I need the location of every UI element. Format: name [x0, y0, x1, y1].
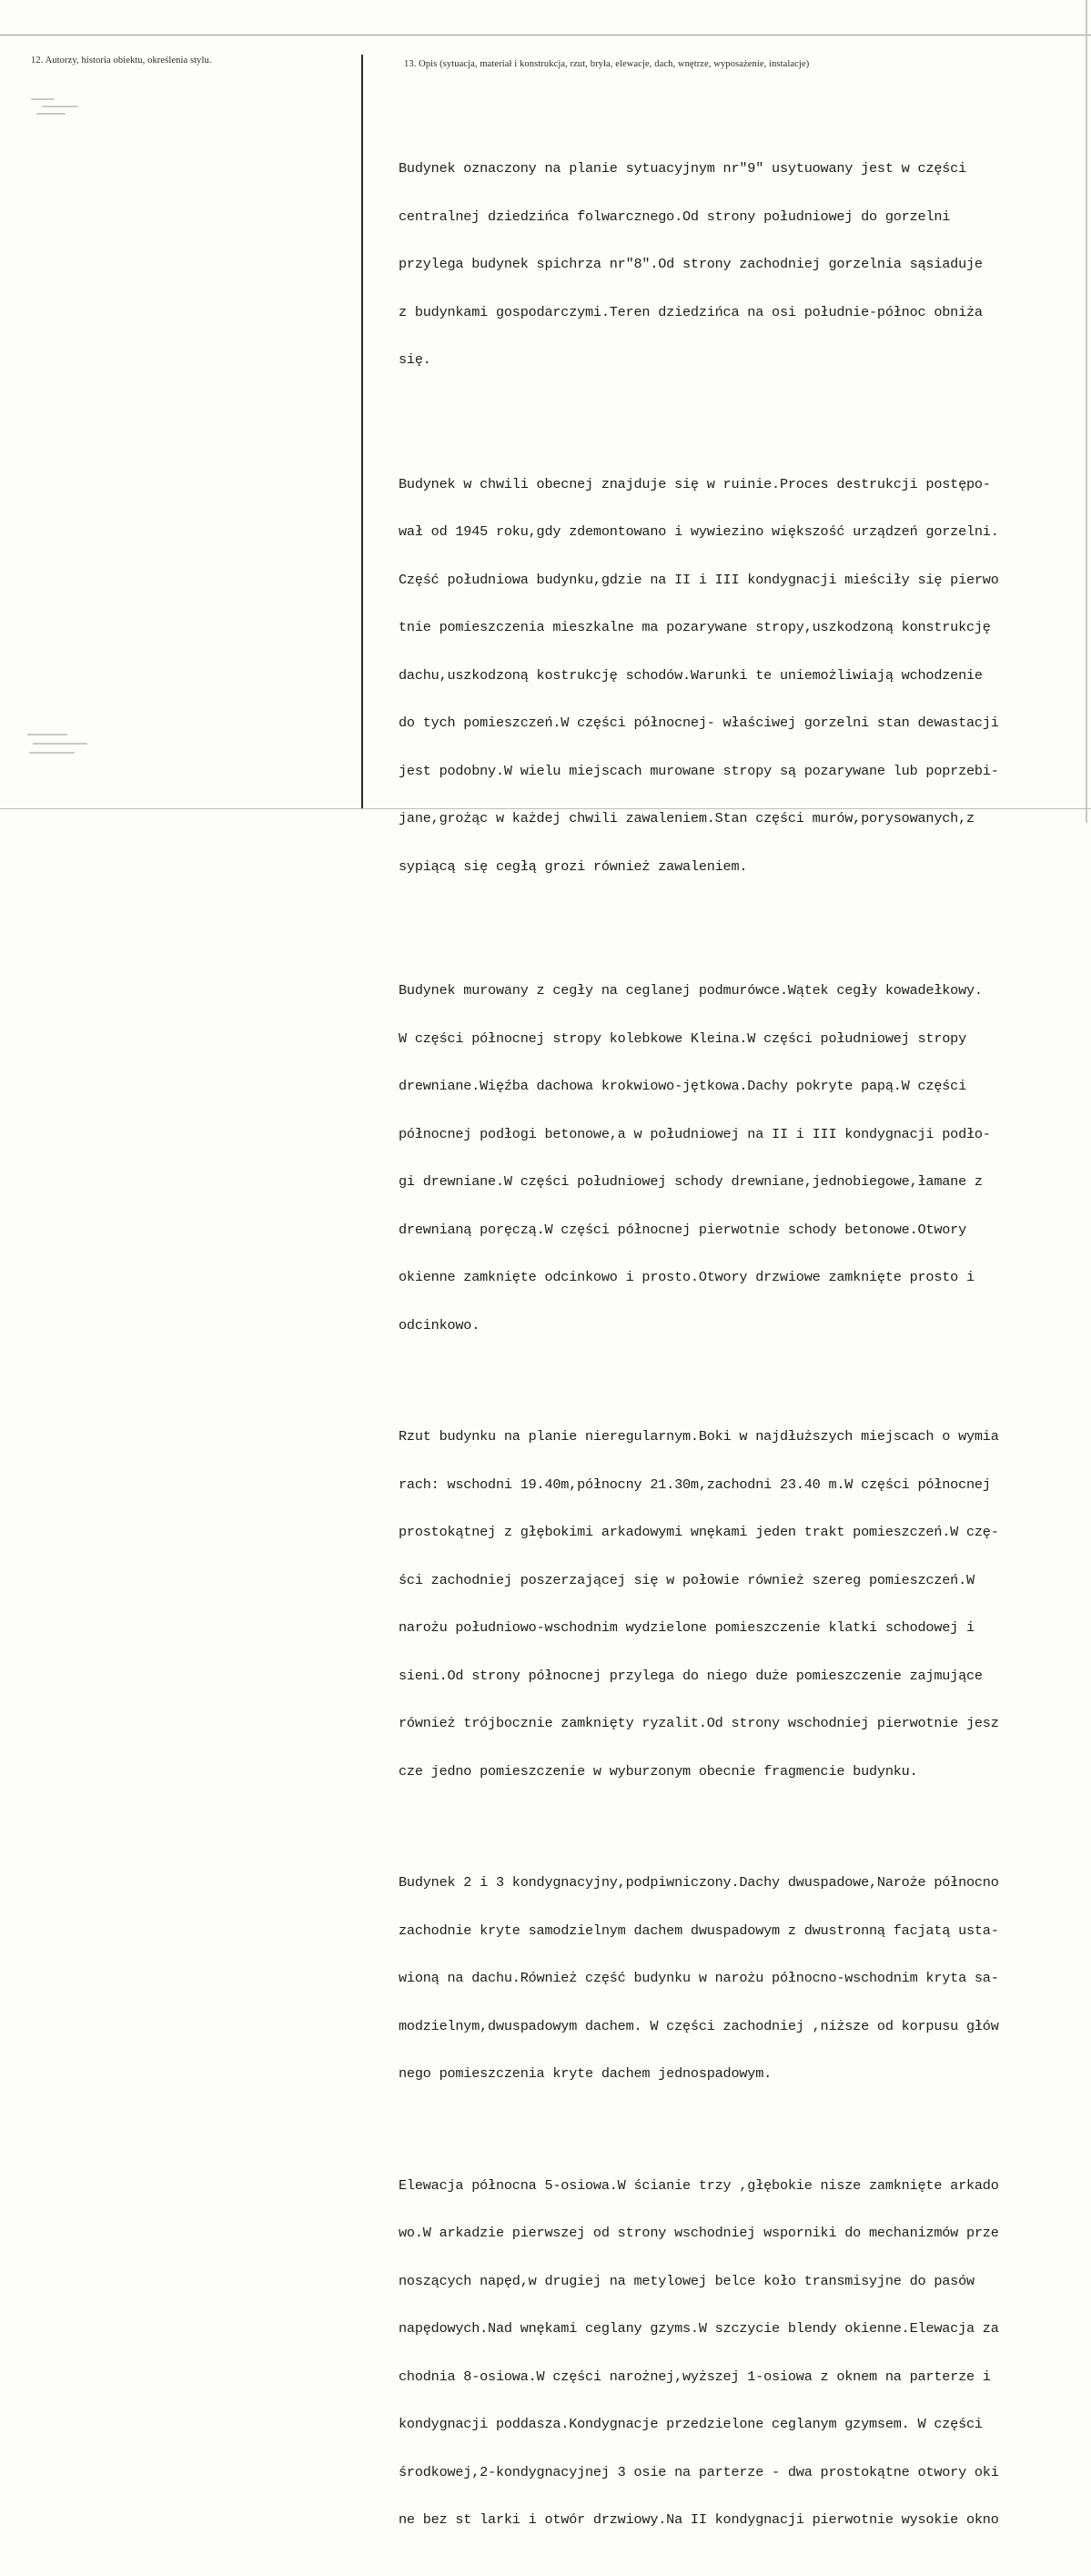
- text-line: również trójbocznie zamknięty ryzalit.Od strony wschodniej pierwotnie jesz: [399, 1715, 999, 1731]
- text-line: cze jedno pomieszczenie w wyburzonym obecnie fragmencie budynku.: [399, 1762, 918, 1780]
- text-line: Rzut budynku na planie nieregularnym.Boki w najdłuższych miejscach o wymia: [399, 1428, 999, 1445]
- text-line: prostokątnej z głębokimi arkadowymi wnękami jeden trakt pomieszczeń.W czę-: [399, 1524, 999, 1540]
- text-line: przylega budynek spichrza nr"8".Od strony zachodniej gorzelnia sąsiaduje: [399, 256, 983, 272]
- faint-mark: [33, 743, 87, 745]
- text-line: dachu,uszkodzoną kostrukcję schodów.Warunki te uniemożliwiają wchodzenie: [399, 666, 983, 684]
- text-line: z budynkami gospodarczymi.Teren dziedzińca na osi południe-północ obniża: [399, 303, 983, 320]
- text-line: zachodnie kryte samodzielnym dachem dwuspadowym z dwustronną facjatą usta-: [399, 1922, 999, 1939]
- text-line: kondygnacji poddasza.Kondygnacje przedzielone ceglanym gzymsem. W części: [399, 2416, 983, 2432]
- faint-mark: [42, 106, 78, 107]
- text-line: Budynek oznaczony na planie sytuacyjnym nr"9" usytuowany jest w części: [399, 160, 966, 177]
- text-line: odcinkowo.: [399, 1316, 480, 1334]
- text-line: sypiącą się cegłą grozi również zawaleniem.: [399, 857, 748, 875]
- paragraph-massing: [399, 1843, 1090, 2115]
- text-line: wo.W arkadzie pierwszej od strony wschodniej wsporniki do mechanizmów prze: [399, 2225, 999, 2241]
- faint-mark: [31, 98, 55, 100]
- text-line: ści zachodniej poszerzającej się w połowie również szereg pomieszczeń.W: [399, 1571, 975, 1588]
- text-line: Część południowa budynku,gdzie na II i III kondygnacji mieściły się pierwo: [399, 571, 999, 588]
- section-12-heading: 12. Autorzy, historia obiektu, określenia stylu.: [31, 56, 212, 66]
- text-line: północnej podłogi betonowe,a w południowej na II i III kondygnacji podło-: [399, 1125, 991, 1142]
- text-line: noszących napęd,w drugiej na metylowej belce koło transmisyjne do pasów: [399, 2272, 975, 2289]
- text-line: narożu południowo-wschodnim wydzielone pomieszczenie klatki schodowej i: [399, 1619, 975, 1636]
- text-line: sieni.Od strony północnej przylega do niego duże pomieszczenie zajmujące: [399, 1667, 983, 1684]
- text-line: jest podobny.W wielu miejscach murowane stropy są pozarywane lub poprzebi-: [399, 762, 999, 779]
- column-divider: [361, 55, 363, 808]
- text-line: do tych pomieszczeń.W części północnej- właściwej gorzelni stan dewastacji: [399, 715, 999, 731]
- text-line: Elewacja północna 5-osiowa.W ścianie trzy ,głębokie nisze zamknięte arkado: [399, 2176, 999, 2194]
- text-line: nego pomieszczenia kryte dachem jednospadowym.: [399, 2065, 773, 2082]
- text-line: tnie pomieszczenia mieszkalne ma pozarywane stropy,uszkodzoną konstrukcję: [399, 619, 991, 635]
- text-line: Budynek murowany z cegły na ceglanej podmurówce.Wątek cegły kowadełkowy.: [399, 982, 983, 999]
- description-text: [399, 97, 1090, 2576]
- faint-mark: [36, 113, 66, 115]
- text-line: gi drewniane.W części południowej schody drewniane,jednobiegowe,łamane z: [399, 1173, 983, 1190]
- text-line: Budynek 2 i 3 kondygnacyjny,podpiwniczony.Dachy dwuspadowe,Naroże północno: [399, 1874, 999, 1891]
- text-line: drewniane.Więźba dachowa krokwiowo-jętkowa.Dachy pokryte papą.W części: [399, 1078, 966, 1094]
- text-line: okienne zamknięte odcinkowo i prosto.Otwory drzwiowe zamknięte prosto i: [399, 1269, 975, 1285]
- text-line: jane,grożąc w każdej chwili zawaleniem.Stan części murów,porysowanych,z: [399, 810, 975, 827]
- text-line: środkowej,2-kondygnacyjnej 3 osie na parterze - dwa prostokątne otwory oki: [399, 2463, 999, 2480]
- text-line: rach: wschodni 19.40m,północny 21.30m,zachodni 23.40 m.W części północnej: [399, 1476, 991, 1493]
- text-line: się.: [399, 351, 431, 368]
- text-line: napędowych.Nad wnękami ceglany gzyms.W szczycie blendy okienne.Elewacja za: [399, 2320, 999, 2337]
- paragraph-construction: [399, 951, 1090, 1365]
- text-line: W części północnej stropy kolebkowe Kleina.W części południowej stropy: [399, 1029, 966, 1047]
- text-line: Budynek w chwili obecnej znajduje się w ruinie.Proces destrukcji postępo-: [399, 475, 991, 492]
- paragraph-elevations: [399, 2146, 1090, 2561]
- text-line: centralnej dziedzińca folwarcznego.Od strony południowej do gorzelni: [399, 208, 951, 225]
- paragraph-condition: [399, 445, 1090, 908]
- text-line: chodnia 8-osiowa.W części narożnej,wyższej 1-osiowa z oknem na parterze i: [399, 2368, 991, 2385]
- text-line: ne bez st larki i otwór drzwiowy.Na II kondygnacji pierwotnie wysokie okno: [399, 2511, 999, 2528]
- text-line: wioną na dachu.Również część budynku w narożu północno-wschodnim kryta sa-: [399, 1970, 999, 1986]
- text-line: modzielnym,dwuspadowym dachem. W części zachodniej ,niższe od korpusu głów: [399, 2017, 999, 2034]
- section-13-heading: 13. Opis (sytuacja, materiał i konstrukcja, rzut, bryła, elewacje, dach, wnętrze, wyposażenie, instalacje): [404, 59, 810, 69]
- text-line: wał od 1945 roku,gdy zdemontowano i wywiezino większość urządzeń gorzelni.: [399, 523, 999, 540]
- faint-mark: [27, 734, 67, 735]
- faint-mark: [29, 752, 75, 754]
- paragraph-location: [399, 129, 1090, 401]
- text-line: drewnianą poręczą.W części północnej pierwotnie schody betonowe.Otwory: [399, 1221, 966, 1238]
- paragraph-plan: [399, 1397, 1090, 1811]
